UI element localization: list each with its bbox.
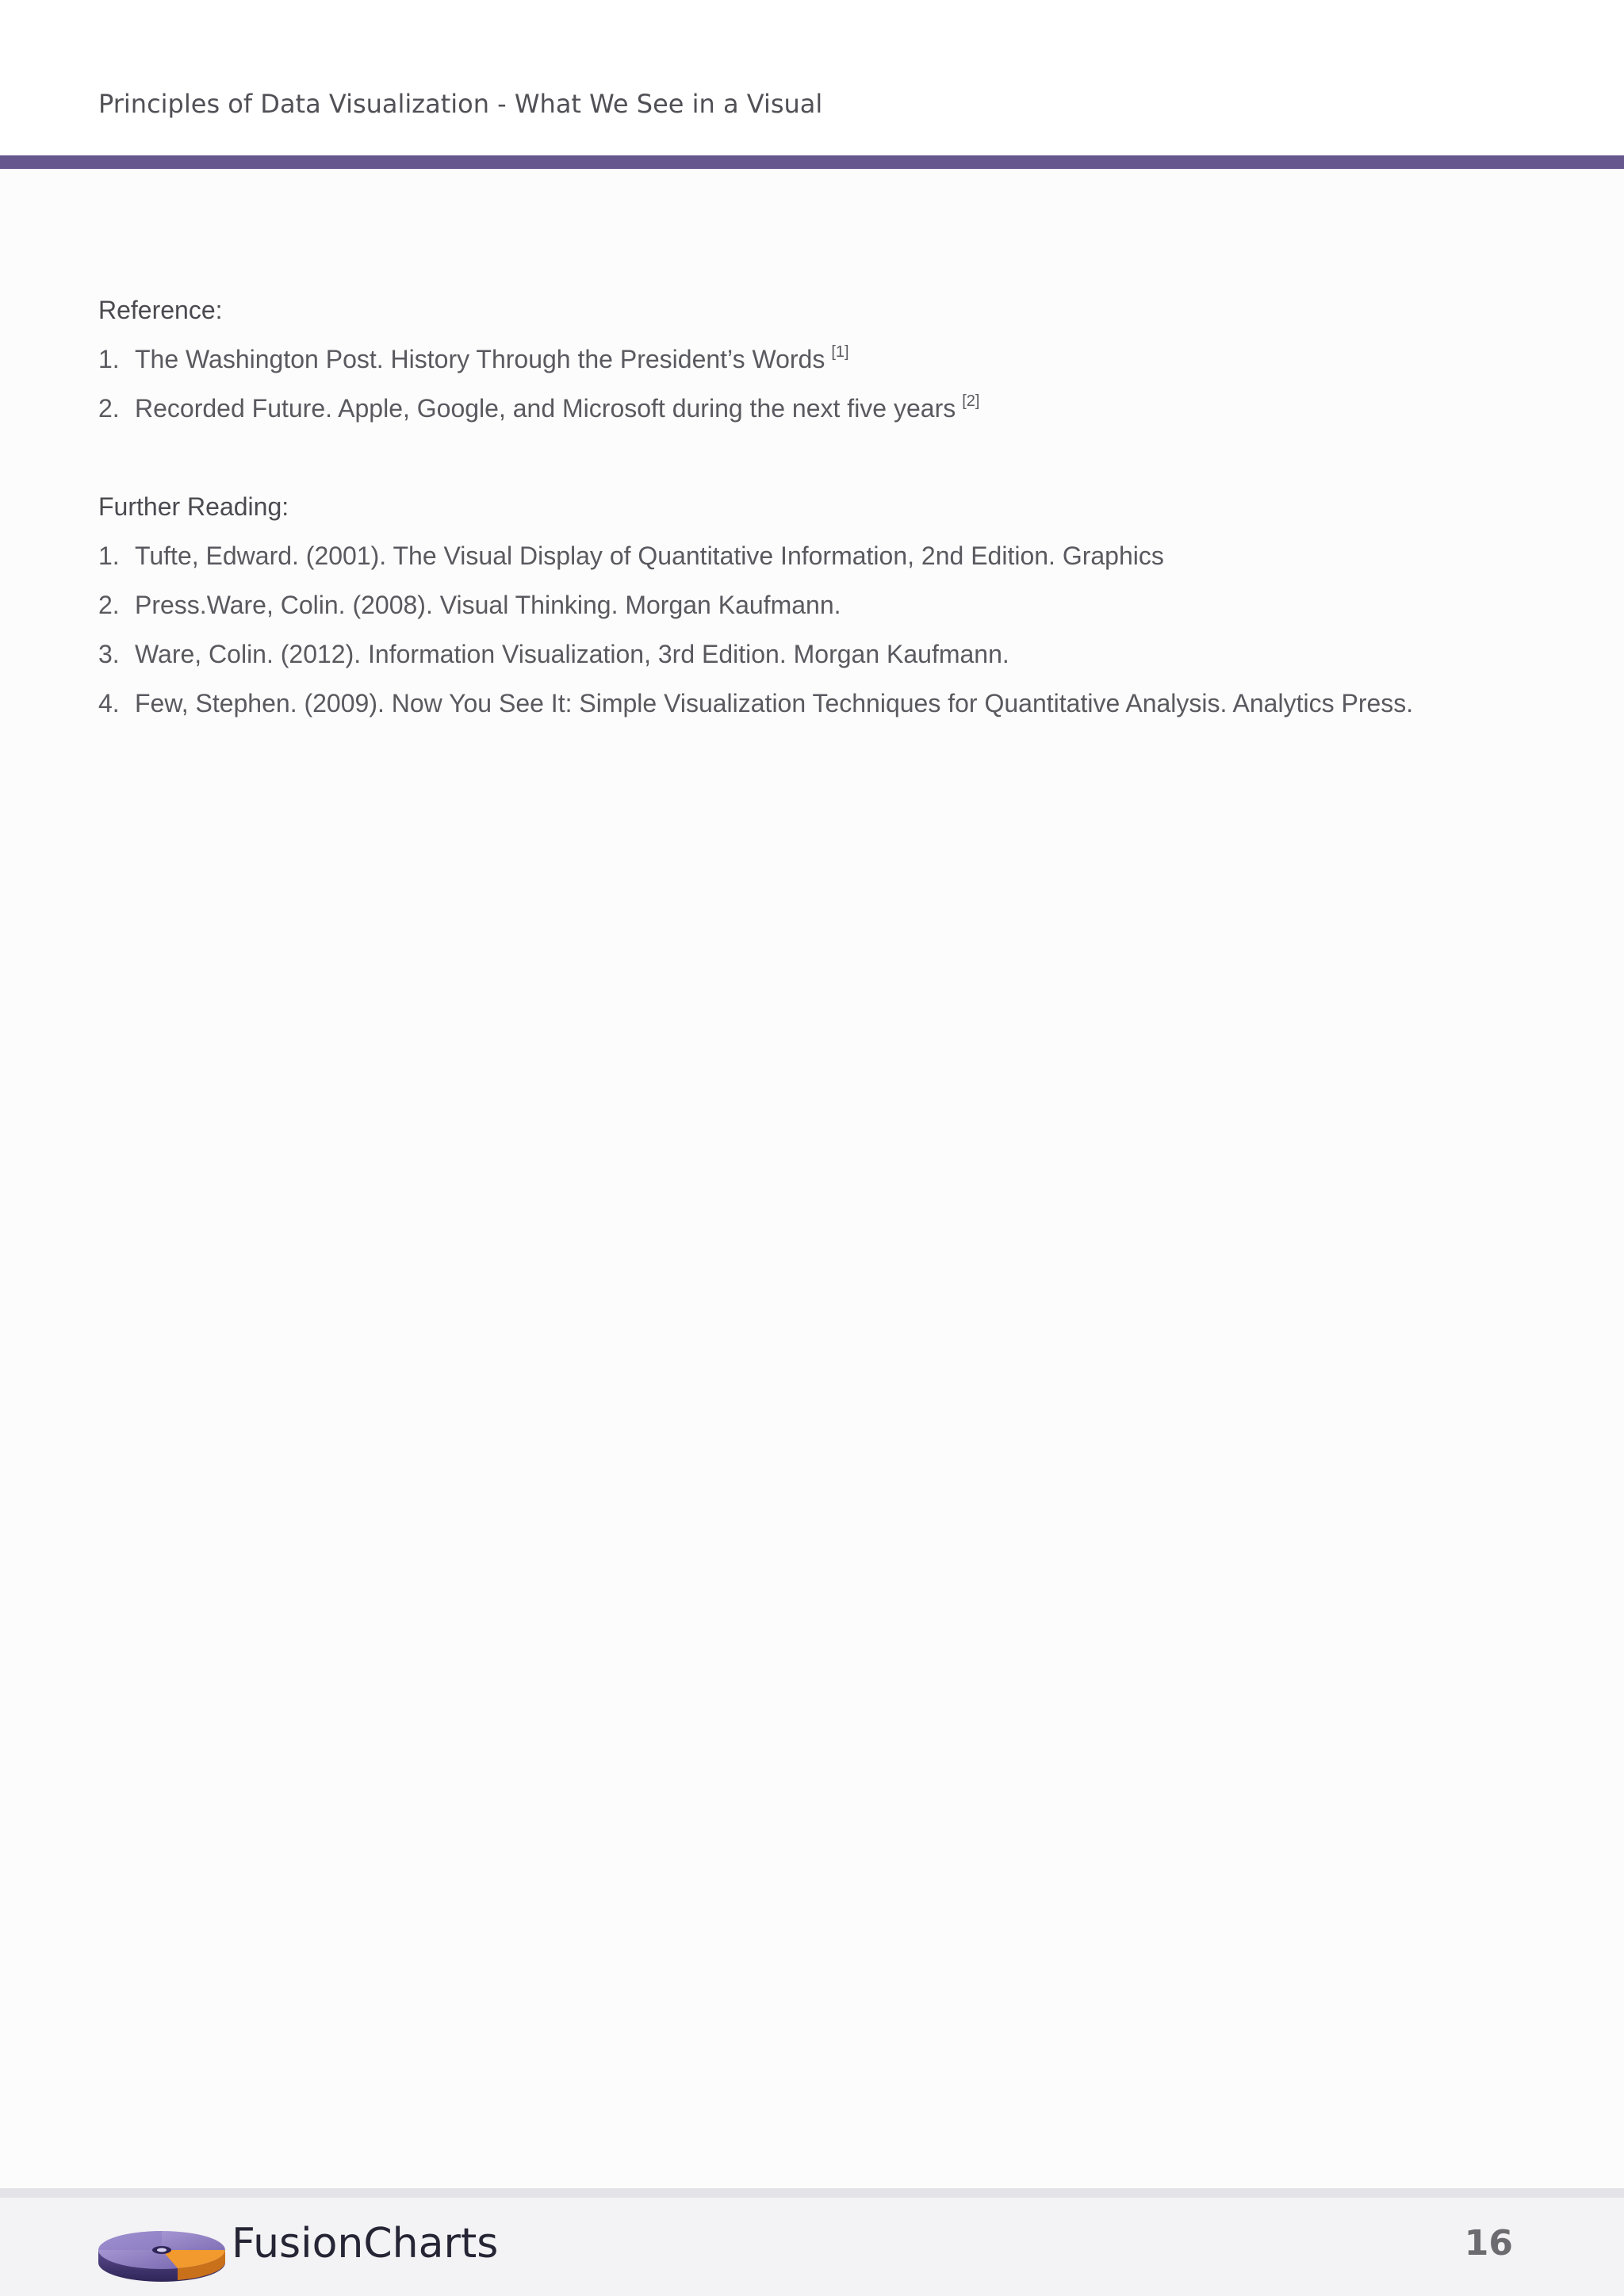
reference-item: [98, 335, 1526, 384]
page-number: 16: [1464, 2223, 1513, 2263]
header-title: Principles of Data Visualization - What We See in a Visual: [98, 89, 823, 119]
further-reading-item: [98, 580, 1526, 629]
header-accent-rule: [0, 155, 1624, 169]
list-number: 4.: [98, 689, 120, 718]
list-number: 2.: [98, 591, 120, 619]
further-reading-text: Few, Stephen. (2009). Now You See It: Simple Visualization Techniques for Quantitative Analysis. Analytics Press.: [135, 689, 1414, 718]
further-reading-text: Ware, Colin. (2012). Information Visualization, 3rd Edition. Morgan Kaufmann.: [135, 640, 1009, 668]
reference-text: Recorded Future. Apple, Google, and Microsoft during the next five years: [135, 394, 956, 423]
list-number: 1.: [98, 345, 120, 373]
footer-brand-name: FusionCharts: [232, 2220, 499, 2267]
further-reading-list: [98, 531, 1526, 728]
footer-separator: [0, 2188, 1624, 2198]
reference-text: The Washington Post. History Through the President’s Words: [135, 345, 825, 373]
fusioncharts-pie-logo-icon: [95, 2215, 230, 2285]
further-reading-item: [98, 629, 1526, 679]
further-reading-item: [98, 531, 1526, 580]
section-spacer: [98, 433, 1526, 482]
further-reading-text: Press.Ware, Colin. (2008). Visual Thinking. Morgan Kaufmann.: [135, 591, 841, 619]
reference-list: [98, 335, 1526, 433]
further-reading-item: [98, 679, 1526, 728]
list-number: 3.: [98, 640, 120, 668]
further-reading-heading: Further Reading:: [98, 492, 289, 521]
further-reading-text: Tufte, Edward. (2001). The Visual Display of Quantitative Information, 2nd Edition. Graphics: [135, 541, 1164, 570]
list-number: 1.: [98, 541, 120, 570]
reference-heading: Reference:: [98, 296, 223, 324]
reference-item: [98, 384, 1526, 433]
page-content: [98, 285, 1526, 728]
footnote-marker[interactable]: [1]: [831, 343, 849, 361]
list-number: 2.: [98, 394, 120, 423]
page-header: [0, 0, 1624, 155]
footnote-marker[interactable]: [2]: [962, 392, 980, 410]
